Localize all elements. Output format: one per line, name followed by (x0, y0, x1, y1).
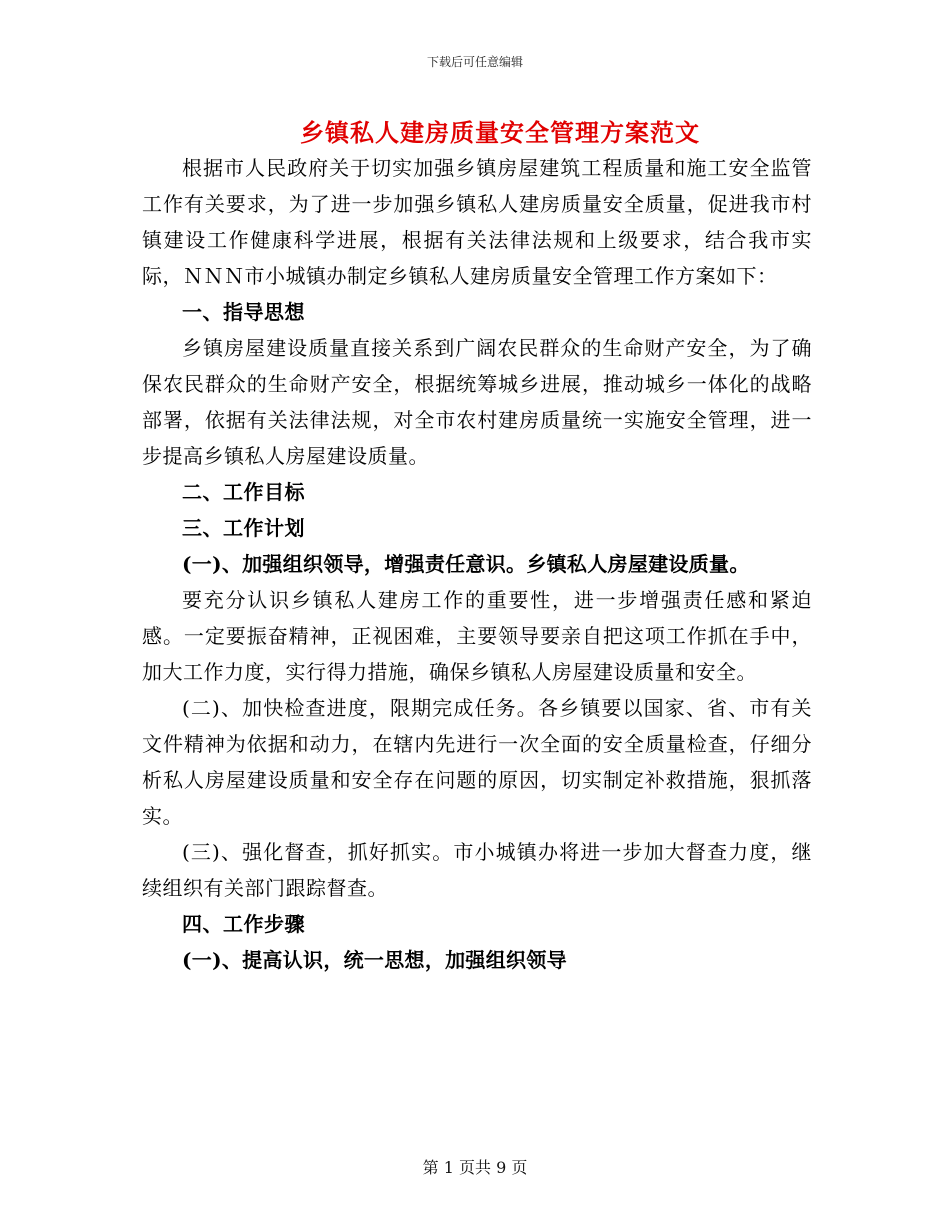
plan-item-2-paragraph: (二)、加快检查进度，限期完成任务。各乡镇要以国家、省、市有关文件精神为依据和动力，在辖内先进行一次全面的安全质量检查，仔细分析私人房屋建设质量和安全存在问题的原因，切实制定补救措施，狠抓落实。 (142, 696, 812, 828)
intro-paragraph: 根据市人民政府关于切实加强乡镇房屋建筑工程质量和施工安全监管工作有关要求，为了进一步加强乡镇私人建房质量安全质量，促进我市村镇建设工作健康科学进展，根据有关法律法规和上级要求，结合我市实际，ＮＮＮ市小城镇办制定乡镇私人建房质量安全管理工作方案如下： (142, 156, 812, 288)
step-1-heading: (一)、提高认识，统一思想，加强组织领导 (182, 948, 567, 972)
document-title: 乡镇私人建房质量安全管理方案范文 (300, 118, 700, 147)
page-footer-number: 第 1 页共 9 页 (422, 1158, 528, 1177)
plan-item-1-paragraph: 要充分认识乡镇私人建房工作的重要性，进一步增强责任感和紧迫感。一定要振奋精神，正视困难，主要领导要亲自把这项工作抓在手中，加大工作力度，实行得力措施，确保乡镇私人房屋建设质量和安全。 (142, 588, 812, 684)
section-heading-work-steps: 四、工作步骤 (182, 912, 305, 936)
section-heading-guiding-thought: 一、指导思想 (182, 300, 305, 324)
plan-item-3-paragraph: (三)、强化督查，抓好抓实。市小城镇办将进一步加大督查力度，继续组织有关部门跟踪督查。 (142, 840, 812, 900)
page-header-note: 下载后可任意编辑 (426, 55, 523, 69)
guiding-thought-paragraph: 乡镇房屋建设质量直接关系到广阔农民群众的生命财产安全，为了确保农民群众的生命财产安全，根据统筹城乡进展，推动城乡一体化的战略部署，依据有关法律法规，对全市农村建房质量统一实施安全管理，进一步提高乡镇私人房屋建设质量。 (142, 336, 812, 468)
section-heading-work-goals: 二、工作目标 (182, 480, 305, 504)
document-body (142, 150, 812, 978)
section-heading-work-plan: 三、工作计划 (182, 516, 305, 540)
plan-item-1-heading: (一)、加强组织领导，增强责任意识。乡镇私人房屋建设质量。 (182, 552, 750, 576)
